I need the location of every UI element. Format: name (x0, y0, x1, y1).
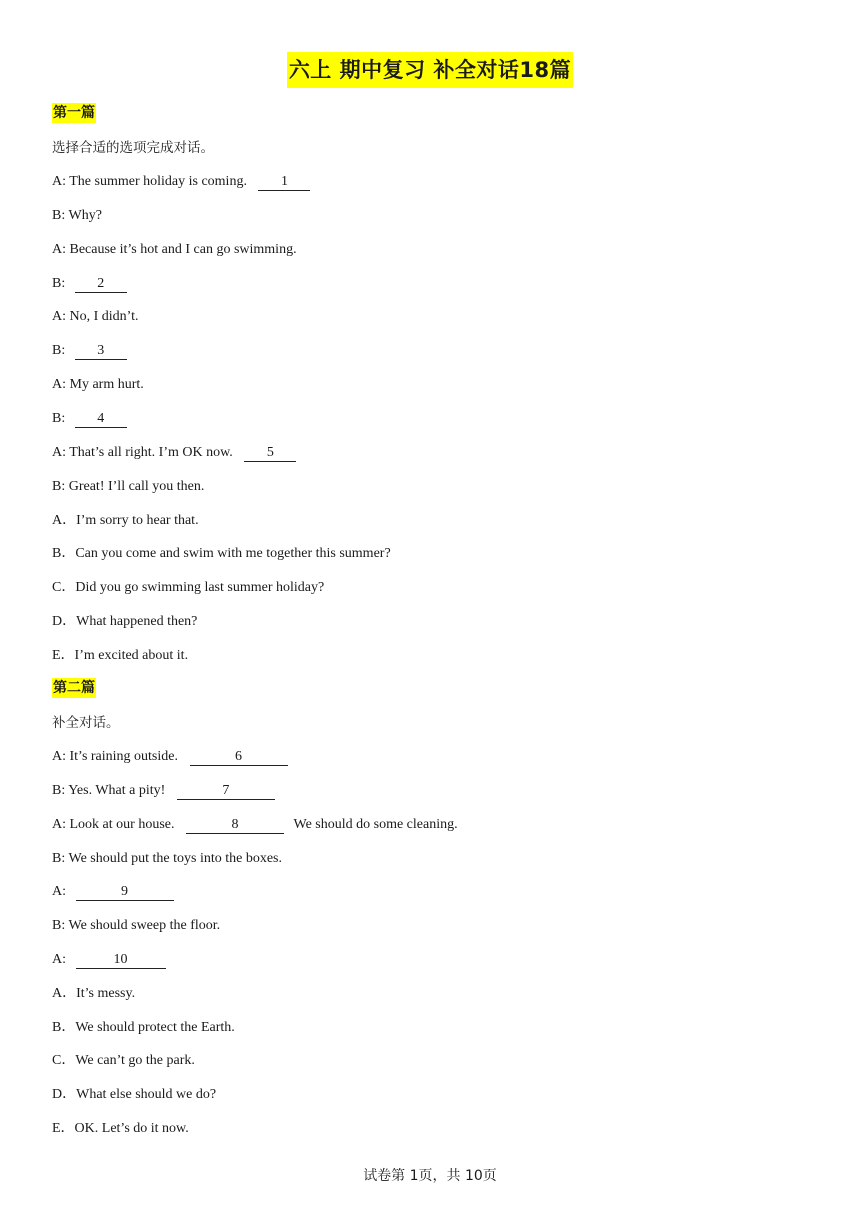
instruction: 选择合适的选项完成对话。 (52, 140, 214, 156)
option-item: D．What happened then? (52, 614, 198, 629)
dialogue-line: A: My arm hurt. (52, 377, 144, 392)
page-title: 六上 期中复习 补全对话18篇 (287, 52, 573, 88)
dialogue-line: A: Look at our house. 8 We should do some cleaning. (52, 817, 458, 832)
dialogue-line: B: 2 (52, 275, 127, 293)
section-heading: 第二篇 (53, 680, 95, 696)
dialogue-line: A: That’s all right. I’m OK now. 5 (52, 444, 296, 462)
option-item: E．OK. Let’s do it now. (52, 1121, 189, 1136)
dialogue-line: B: We should put the toys into the boxes. (52, 851, 282, 866)
option-item: E．I’m excited about it. (52, 648, 189, 663)
answer-blank: 1 (258, 174, 310, 191)
dialogue-line: B: Why? (52, 208, 102, 223)
dialogue-line: A: No, I didn’t. (52, 309, 139, 324)
option-item: A．I’m sorry to hear that. (52, 513, 199, 528)
option-item: D．What else should we do? (52, 1087, 217, 1102)
dialogue-line: B: 4 (52, 410, 127, 428)
option-item: C．Did you go swimming last summer holiday? (52, 580, 325, 595)
dialogue-line: A: The summer holiday is coming. 1 (52, 173, 310, 191)
answer-blank: 3 (75, 343, 127, 360)
answer-blank: 4 (75, 411, 127, 428)
option-item: C．We can’t go the park. (52, 1053, 195, 1068)
dialogue-line: B: We should sweep the floor. (52, 918, 221, 933)
dialogue-line: B: Great! I’ll call you then. (52, 479, 205, 494)
title-wrap (0, 52, 860, 88)
option-item: A．It’s messy. (52, 986, 136, 1001)
dialogue-line: A: Because it’s hot and I can go swimming. (52, 242, 297, 257)
dialogue-line: B: 3 (52, 342, 127, 360)
dialogue-line: B: Yes. What a pity! 7 (52, 782, 275, 800)
answer-blank: 6 (190, 749, 288, 766)
page-footer: 试卷第 1页，共 10页 (363, 1168, 497, 1184)
dialogue-line: A: 10 (52, 951, 166, 969)
dialogue-line: A: It’s raining outside. 6 (52, 748, 288, 766)
instruction: 补全对话。 (52, 715, 120, 731)
option-item: B．Can you come and swim with me together this summer? (52, 546, 391, 561)
section-heading: 第一篇 (53, 105, 95, 121)
answer-blank: 5 (244, 445, 296, 462)
answer-blank: 10 (76, 952, 166, 969)
answer-blank: 9 (76, 884, 174, 901)
answer-blank: 2 (75, 276, 127, 293)
dialogue-line: A: 9 (52, 883, 174, 901)
answer-blank: 8 (186, 817, 284, 834)
option-item: B．We should protect the Earth. (52, 1020, 235, 1035)
answer-blank: 7 (177, 783, 275, 800)
